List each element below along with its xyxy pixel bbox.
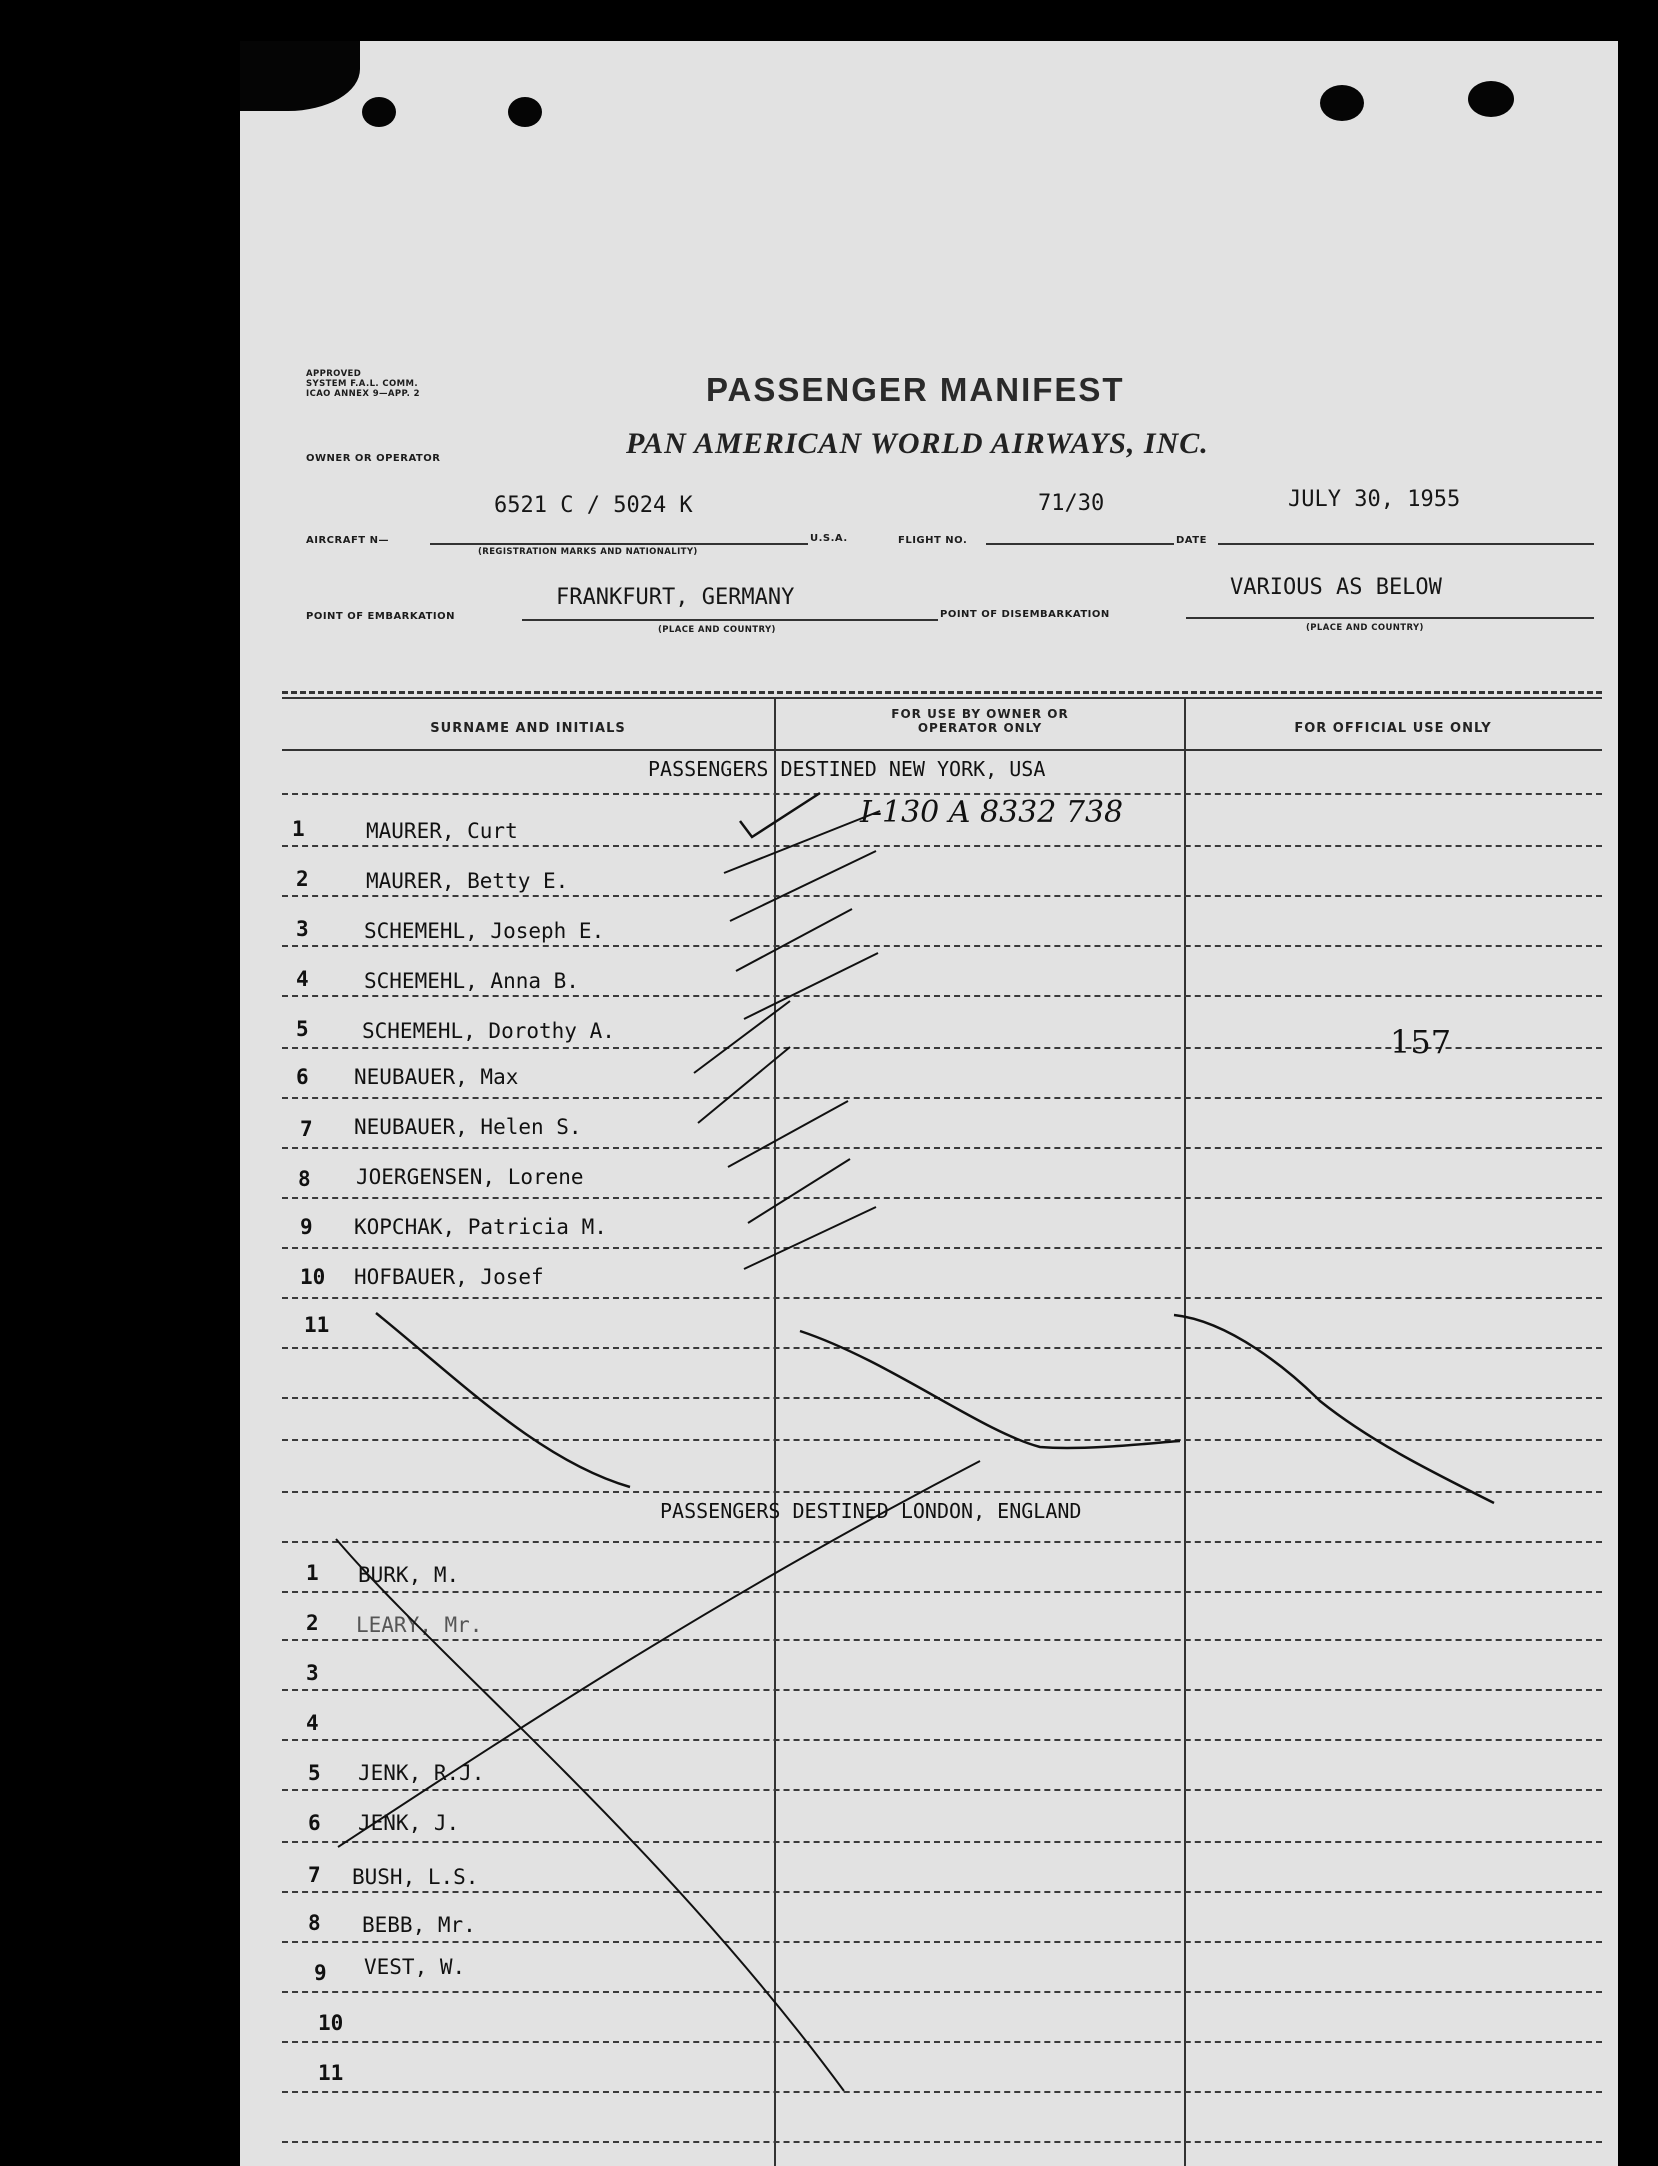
section-heading: PASSENGERS DESTINED LONDON, ENGLAND — [660, 1499, 1082, 1523]
flight-label: FLIGHT NO. — [898, 535, 968, 546]
usa-label: U.S.A. — [810, 533, 848, 544]
row-number: 1 — [292, 817, 305, 841]
row-number: 3 — [296, 917, 309, 941]
row-number: 7 — [300, 1117, 313, 1141]
passenger-name: KOPCHAK, Patricia M. — [354, 1215, 607, 1239]
passenger-name: BURK, M. — [358, 1563, 460, 1587]
row-number: 4 — [296, 967, 309, 991]
row-number: 8 — [298, 1167, 311, 1191]
row-number: 8 — [308, 1911, 321, 1935]
row-number: 4 — [306, 1711, 319, 1735]
passenger-name: SCHEMEHL, Joseph E. — [364, 919, 605, 943]
column-header-official-use: FOR OFFICIAL USE ONLY — [1294, 721, 1492, 736]
section-heading: PASSENGERS DESTINED NEW YORK, USA — [648, 757, 1046, 781]
embark-value: FRANKFURT, GERMANY — [556, 585, 795, 610]
disembark-sublabel: (PLACE AND COUNTRY) — [1306, 623, 1424, 633]
approved-line: SYSTEM F.A.L. COMM. — [306, 379, 418, 389]
passenger-name: JENK, R.J. — [358, 1761, 485, 1785]
handwritten-official-number: 157 — [1390, 1023, 1452, 1061]
column-header-surname: SURNAME AND INITIALS — [430, 721, 626, 736]
aircraft-sublabel: (REGISTRATION MARKS AND NATIONALITY) — [478, 547, 698, 557]
row-number: 7 — [308, 1863, 321, 1887]
passenger-name: VEST, W. — [364, 1955, 466, 1979]
page-title: PASSENGER MANIFEST — [706, 371, 1125, 408]
approved-line: ICAO ANNEX 9—APP. 2 — [306, 389, 420, 399]
date-label: DATE — [1176, 535, 1207, 546]
embark-sublabel: (PLACE AND COUNTRY) — [658, 625, 776, 635]
passenger-name: NEUBAUER, Max — [354, 1065, 519, 1089]
row-number: 5 — [296, 1017, 309, 1041]
row-number: 9 — [314, 1961, 327, 1985]
passenger-name: HOFBAUER, Josef — [354, 1265, 544, 1289]
manifest-sheet — [240, 41, 1618, 2166]
approved-line: APPROVED — [306, 369, 362, 379]
owner-value: PAN AMERICAN WORLD AIRWAYS, INC. — [626, 427, 1209, 460]
passenger-name: NEUBAUER, Helen S. — [354, 1115, 582, 1139]
passenger-name: MAURER, Betty E. — [366, 869, 569, 893]
passenger-name: MAURER, Curt — [366, 819, 518, 843]
row-number: 10 — [300, 1265, 326, 1289]
embark-label: POINT OF EMBARKATION — [306, 611, 456, 622]
row-number: 5 — [308, 1761, 321, 1785]
row-number: 6 — [296, 1065, 309, 1089]
row-number: 1 — [306, 1561, 319, 1585]
row-number: 2 — [296, 867, 309, 891]
row-number: 2 — [306, 1611, 319, 1635]
passenger-name: BUSH, L.S. — [352, 1865, 479, 1889]
column-header-owner-use: FOR USE BY OWNER OR OPERATOR ONLY — [891, 707, 1069, 735]
disembark-value: VARIOUS AS BELOW — [1230, 575, 1442, 600]
row-number: 11 — [304, 1313, 330, 1337]
passenger-name: SCHEMEHL, Dorothy A. — [362, 1019, 615, 1043]
disembark-label: POINT OF DISEMBARKATION — [940, 609, 1110, 620]
date-value: JULY 30, 1955 — [1288, 487, 1461, 512]
flight-value: 71/30 — [1038, 491, 1105, 516]
aircraft-label: AIRCRAFT N— — [306, 535, 389, 546]
passenger-name: BEBB, Mr. — [362, 1913, 476, 1937]
aircraft-value: 6521 C / 5024 K — [494, 493, 693, 518]
passenger-name: LEARY, Mr. — [356, 1613, 483, 1637]
row-number: 11 — [318, 2061, 344, 2085]
passenger-name: SCHEMEHL, Anna B. — [364, 969, 579, 993]
handwritten-owner-note: I-130 A 8332 738 — [860, 795, 1124, 830]
owner-label: OWNER OR OPERATOR — [306, 453, 441, 464]
row-number: 9 — [300, 1215, 313, 1239]
passenger-name: JENK, J. — [358, 1811, 460, 1835]
row-number: 6 — [308, 1811, 321, 1835]
row-number: 3 — [306, 1661, 319, 1685]
pen-marks — [240, 41, 1618, 2166]
passenger-name: JOERGENSEN, Lorene — [356, 1165, 584, 1189]
row-number: 10 — [318, 2011, 344, 2035]
